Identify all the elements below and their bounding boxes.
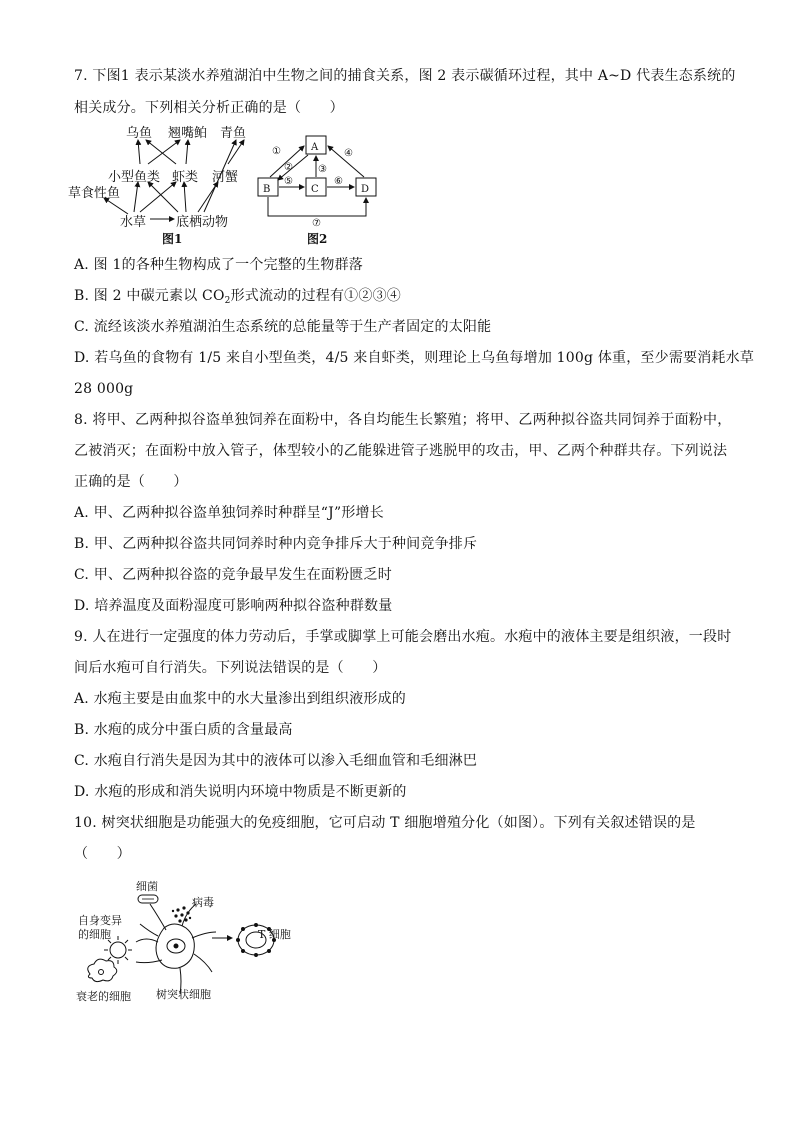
box-c-label: C bbox=[311, 184, 319, 195]
organism-xiaoxing: 小型鱼类 bbox=[108, 170, 161, 185]
q9-stem-line1: 9. 人在进行一定强度的体力劳动后，手掌或脚掌上可能会磨出水疱。水疱中的液体主要是组织液，一段时 bbox=[74, 629, 732, 645]
q9-option-b: B. 水疱的成分中蛋白质的含量最高 bbox=[74, 722, 293, 738]
aging-cell-icon bbox=[88, 959, 117, 982]
q8-stem-line3: 正确的是（ ） bbox=[74, 474, 188, 490]
label-dendritic: 树突状细胞 bbox=[156, 988, 211, 1001]
box-a-label: A bbox=[311, 142, 319, 153]
q9-stem-line2: 间后水疱可自行消失。下列说法错误的是（ ） bbox=[74, 660, 387, 676]
arrow-1-label: ① bbox=[272, 146, 281, 157]
label-mutant-line1: 自身变异 bbox=[78, 914, 122, 927]
q10-dendritic-cell-figure bbox=[72, 876, 312, 1006]
arrow-5-label: ⑤ bbox=[284, 176, 293, 187]
q9-option-a: A. 水疱主要是由血浆中的水大量渗出到组织液形成的 bbox=[74, 691, 407, 707]
dendritic-cell-illustration bbox=[72, 876, 312, 1006]
arrow-3-label: ③ bbox=[318, 164, 327, 175]
box-b-label: B bbox=[263, 184, 271, 195]
bacterium-icon bbox=[138, 895, 158, 903]
arrow-7-label: ⑦ bbox=[312, 218, 321, 229]
q7-option-c: C. 流经该淡水养殖湖泊生态系统的总能量等于生产者固定的太阳能 bbox=[74, 319, 492, 335]
organism-shuicao: 水草 bbox=[120, 215, 147, 230]
q8-option-d: D. 培养温度及面粉湿度可影响两种拟谷盗种群数量 bbox=[74, 598, 393, 614]
q8-option-b: B. 甲、乙两种拟谷盗共同饲养时种内竞争排斥大于种间竞争排斥 bbox=[74, 536, 478, 552]
q7-stem-line1: 7. 下图1 表示某淡水养殖湖泊中生物之间的捕食关系，图 2 表示碳循环过程，其中 A~D 代表生态系统的 bbox=[74, 68, 736, 84]
box-d-label: D bbox=[361, 184, 370, 195]
figure2-caption: 图2 bbox=[307, 232, 328, 246]
label-bacteria: 细菌 bbox=[136, 880, 158, 893]
label-tcell: T 细胞 bbox=[258, 928, 291, 941]
q7-option-d-line2: 28 000g bbox=[74, 381, 134, 397]
label-mutant-line2: 的细胞 bbox=[78, 928, 111, 941]
organism-qiaozuiqia: 翘嘴鲌 bbox=[168, 126, 208, 141]
q8-stem-line1: 8. 将甲、乙两种拟谷盗单独饲养在面粉中，各自均能生长繁殖；将甲、乙两种拟谷盗共同饲养于面粉中， bbox=[74, 412, 732, 428]
q10-stem-line1: 10. 树突状细胞是功能强大的免疫细胞，它可启动 T 细胞增殖分化（如图）。下列有关叙述错误的是 bbox=[74, 815, 696, 831]
q10-stem-line2: （ ） bbox=[74, 846, 131, 862]
q7-option-b-pre: B. 图 2 中碳元素以 CO bbox=[74, 288, 225, 304]
co2-subscript: 2 bbox=[224, 296, 231, 306]
label-aging: 衰老的细胞 bbox=[76, 990, 131, 1003]
organism-caoshi: 草食性鱼 bbox=[68, 186, 121, 201]
virus-icon bbox=[172, 906, 191, 922]
q7-option-b-post: 形式流动的过程有①②③④ bbox=[230, 288, 401, 304]
q7-figure1-food-web bbox=[68, 118, 271, 248]
organism-xialei: 虾类 bbox=[172, 170, 199, 185]
q7-option-d-line1: D. 若乌鱼的食物有 1/5 来自小型鱼类，4/5 来自虾类，则理论上乌鱼每增加 100g 体重，至少需要消耗水草 bbox=[74, 350, 755, 366]
label-virus: 病毒 bbox=[192, 896, 214, 909]
q7-figure2-carbon-cycle bbox=[252, 126, 387, 248]
organism-hexie: 河蟹 bbox=[212, 170, 239, 185]
organism-wuyu: 乌鱼 bbox=[126, 126, 153, 141]
q7-option-a: A. 图 1的各种生物构成了一个完整的生物群落 bbox=[74, 257, 363, 273]
q8-option-a: A. 甲、乙两种拟谷盗单独饲养时种群呈“J”形增长 bbox=[74, 505, 384, 521]
q7-option-b bbox=[74, 286, 401, 311]
arrow-6-label: ⑥ bbox=[334, 176, 343, 187]
q9-option-d: D. 水疱的形成和消失说明内环境中物质是不断更新的 bbox=[74, 784, 407, 800]
q8-option-c: C. 甲、乙两种拟谷盗的竞争最早发生在面粉匮乏时 bbox=[74, 567, 392, 583]
q8-stem-line2: 乙被消灭；在面粉中放入管子，体型较小的乙能躲进管子逃脱甲的攻击，甲、乙两个种群共存。下列说法 bbox=[74, 443, 728, 459]
organism-qingyu: 青鱼 bbox=[220, 126, 247, 141]
arrow-2-label: ② bbox=[284, 162, 293, 173]
q9-option-c: C. 水疱自行消失是因为其中的液体可以渗入毛细血管和毛细淋巴 bbox=[74, 753, 478, 769]
q7-stem-line2: 相关成分。下列相关分析正确的是（ ） bbox=[74, 100, 344, 116]
organism-diqi: 底栖动物 bbox=[176, 215, 229, 230]
figure1-caption: 图1 bbox=[162, 232, 183, 246]
arrow-4-label: ④ bbox=[344, 148, 353, 159]
